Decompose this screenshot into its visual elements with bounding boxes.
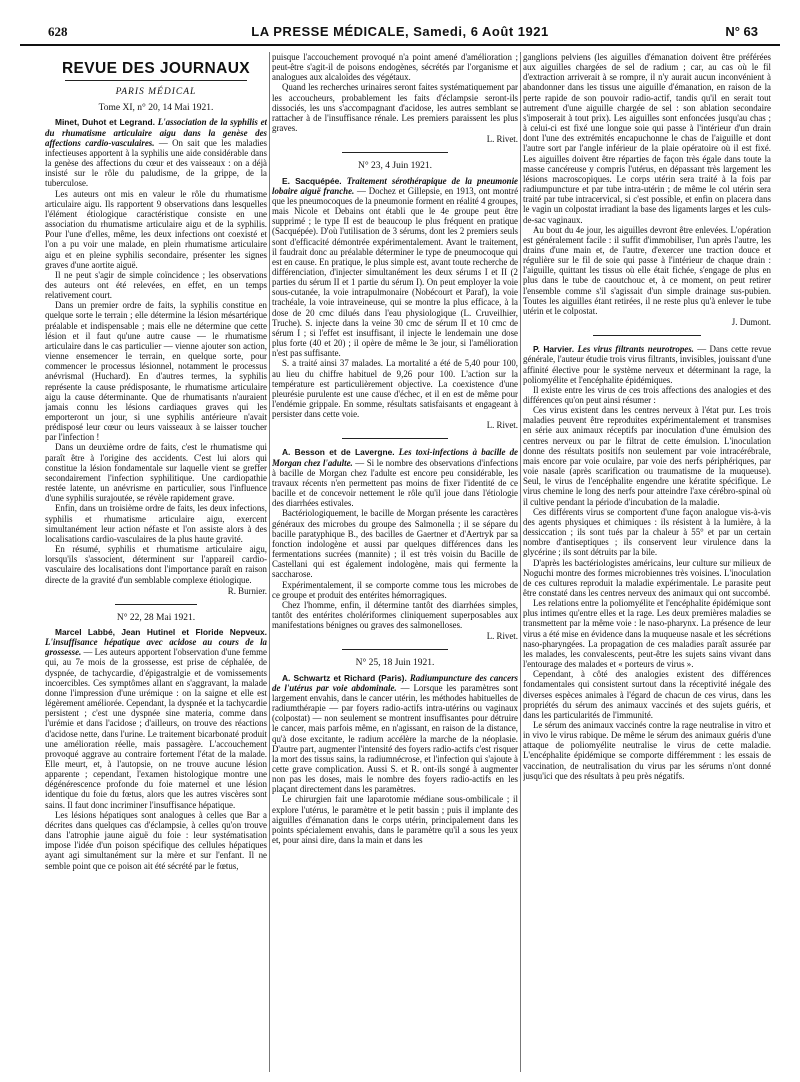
article-paragraph: Minet, Duhot et Legrand. L'association de la syphilis et du rhumatisme articulaire aigu dans la genèse des affections cardio-vasculaires. — On sait que les maladies infectieuses apportent à la syphilis une aide considérable dans la genèse des affections du cœur et des vaisseaux : on a déjà insisté sur le rôle du paludisme, de la grippe, de la tuberculose. (45, 117, 267, 189)
column-2 (272, 52, 518, 1076)
rule (342, 649, 448, 650)
article-signature: R. Burnier. (227, 585, 267, 596)
article-paragraph: En résumé, syphilis et rhumatisme articulaire aigu, lorsqu'ils s'associent, déterminent sur l'appareil cardio-vasculaire des localisations dont l'importance paraît en raison directe de la gravité d'un semblable complexe étiologique. (45, 544, 267, 585)
article-paragraph: S. a traité ainsi 37 malades. La mortalité a été de 5,40 pour 100, au lieu du chiffre habituel de 9,26 pour 100. L'action sur la température est particulièrement objective. La coexistence d'une pleurésie purulente est une cause d'échec, et il en est de même pour l'endémie grippale. En somme, résultats satisfaisants et engageant à persister dans cette voie. (272, 358, 518, 420)
article-paragraph: D'après les bactériologistes américains, leur culture sur milieux de Noguchi montre des formes microbiennes très voisines. L'inoculation de ces cultures reproduit la maladie expérimentale. Le parasite peut être constaté dans les centres nerveux des animaux qui ont succombé. (523, 557, 771, 598)
column-1 (45, 52, 267, 1076)
article-title: Radiumpuncture des cancers de l'utérus par voie abdominale. (272, 672, 518, 693)
article-title: Les toxi-infections à bacille de Morgan chez l'adulte. (272, 447, 518, 468)
article-paragraph: Ces virus existent dans les centres nerveux à l'état pur. Les trois maladies peuvent être reproduites expérimentalement et transmises en série aux animaux réceptifs par inoculation d'une émulsion des centres nerveux ou par le filtrat de cette émulsion. L'inoculation donne des résultats positifs non seulement par voie intracérébrale, mais encore par voie oculaire, par voie des nerfs périphériques, par voie nasale (après scarification ou traumatisme de la muqueuse). Seul, le virus de l'encéphalite engendre une kératite spécifique. Le virus chemine le long des nerfs pour atteindre l'axe cérébro-spinal où il cultive pendant la période d'incubation de la maladie. (523, 405, 771, 507)
issue-number: N° 63 (725, 24, 758, 39)
column-divider (520, 52, 521, 1072)
page-number: 628 (48, 24, 68, 39)
article-paragraph: Le sérum des animaux vaccinés contre la rage neutralise in vitro et in vivo le virus rabique. De même le sérum des animaux guéris d'une attaque de poliomyélite neutralise le virus de cette maladie. L'encéphalite épidémique se comporte différemment : les essais de vaccination, de neutralisation du virus par les sérums n'ont donné jusqu'ici que des résultats à peu près négatifs. (523, 720, 771, 781)
issue-heading: N° 22, 28 Mai 1921. (116, 612, 196, 623)
article-paragraph: Dans un premier ordre de faits, la syphilis constitue en quelque sorte le terrain ; elle détermine la lésion mésartérique préalable et indispensable ; mais elle ne détermine que cette lésion et il faut qu'une autre cause — le rhumatisme articulaire dans le cas particulier — vienne ajouter son action, vienne ensemencer le terrain, en quelque sorte, pour commencer le processus lésionnel, notamment le processus anévrismal (Huchard). En d'autres termes, la syphilis représente la cause prédisposante, le rhumatisme articulaire aigu la cause déterminante. Que de rhumatisants n'auraient jamais connu les lésions cardiaques graves qui les emporteront un jour, si une syphilis antérieure n'avait prédisposé leur cœur ou leurs vaisseaux à se laisser toucher par l'infection ! (45, 300, 267, 443)
article-paragraph: E. Sacquépée. Traitement sérothérapique de la pneumonie lobaire aiguë franche. — Dochez et Gillepsie, en 1913, ont montré que les pneumocoques de la pneumonie forment en réalité 4 groupes, mais Nicole et Debains ont établi que le 4e groupe peut être supprimé ; le type II est de beaucoup le plus fréquent en pratique (Sacquépée). D'où l'utilisation de 3 sérums, dont les 2 premiers seuls sont d'efficacité démontrée expérimentalement. Avant le traitement, il faudrait donc au préalable déterminer le type de pneumocoque qui est en cause. En pratique, le plus simple est, avant toute recherche de différenciation, d'injecter simultanément les deux sérums I et II (2 parties du sérum II et 1 partie du sérum I). On peut employer la voie sous-cutanée, la voie intrapulmonaire (Nobécourt et Paraf), la voie trachéale, la voie intraveineuse, qui se montre la plus efficace, à la dose de 20 cmc dilués dans l'eau physiologique (L. Cruveilhier, Truche). S. injecte dans la veine 30 cmc de sérum II et 10 cmc de sérum I ; si l'effet est insuffisant, il injecte le lendemain une dose plus forte (40 et 20) ; il opère de même le 3e jour, si l'amélioration n'est pas suffisante. (272, 175, 518, 359)
article-paragraph: Les relations entre la poliomyélite et l'encéphalite épidémique sont plus intimes qu'entre elles et la rage. Les deux premières maladies se transmettent par la même voie : le naso-pharynx. La présence de leur virus a été mise en évidence dans la muqueuse nasale et les sécrétions naso-pharyngées. La propagation de ces maladies paraît assurée par les malades, les convalescents, peut-être les sujets sains vivant dans l'entourage des malades et « porteurs de virus ». (523, 598, 771, 670)
article-paragraph: puisque l'accouchement provoqué n'a point amené d'amélioration ; peut-être s'agit-il de poisons endogènes, sécrétés par l'organisme et analogues aux alcaloïdes des végétaux. (272, 52, 518, 83)
article-paragraph: Enfin, dans un troisième ordre de faits, les deux infections, syphilis et rhumatisme articulaire aigu, exercent simultanément leur action néfaste et l'on assiste alors à des localisations cardio-vasculaires de la plus haute gravité. (45, 503, 267, 544)
article-paragraph: Quand les recherches urinaires seront faites systématiquement par les accoucheurs, probablement les faits d'éclampsie seront-ils dissociés, les uns s'accompagnant d'acidose, les autres semblant se rattacher à de l'insuffisance rénale. Les premiers paraissent les plus graves. (272, 82, 518, 134)
article-paragraph: Marcel Labbé, Jean Hutinel et Floride Nepveux. L'insuffisance hépatique avec acidose au cours de la grossesse. — Les auteurs apportent l'observation d'une femme qui, au 7e mois de la grossesse, est prise de céphalée, de dyspnée, de tachycardie, d'épigastralgie et de vomissements incoercibles. Ces symptômes allant en s'aggravant, la malade donne l'impression d'une urémique : on la saigne et elle est légèrement améliorée. Cependant, la dyspnée et la tachycardie persistent ; c'est une dyspnée sine materia, comme dans l'urémie et dans l'acidose ; d'ailleurs, on trouve des réactions d'acidose nette, dans l'urine. Le traitement bicarbonaté produit une amélioration réelle, mais passagère. L'accouchement provoqué aggrave au contraire fortement l'état de la malade. Elle meurt, et, à l'autopsie, on ne trouve aucune lésion apparente ; cependant, l'examen histologique montre une dégénérescence profonde du foie maternel et une lésion identique du foie du fœtus, alors que les autres viscères sont sains. Il faut donc incriminer l'insuffisance hépatique. (45, 626, 267, 810)
article-paragraph: Chez l'homme, enfin, il détermine tantôt des diarrhées simples, tantôt des entérites cholériformes cliniquement superposables aux manifestations bénignes ou graves des salmonelloses. (272, 599, 518, 631)
rule (342, 438, 448, 439)
page-header (20, 22, 780, 46)
rule (65, 80, 247, 81)
rule (593, 335, 701, 336)
issue-heading: N° 25, 18 Juin 1921. (355, 658, 435, 669)
article-authors: P. Harvier. (533, 344, 575, 355)
article-authors: Minet, Duhot et Legrand. (55, 117, 155, 128)
article-authors: A. Besson et de Lavergne. (282, 447, 395, 458)
article-paragraph: ganglions pelviens (les aiguilles d'émanation doivent être préférées aux aiguilles chargées de sel de radium ; car, au cas où le fil d'extraction arriverait à se rompre, il n'y aurait aucun inconvénient à abandonner dans les tissus une aiguille d'émanation, en raison de la perte rapide de son pouvoir radio-actif, tandis qu'il en serait tout autrement d'une aiguille chargée de sel : son ablation secondaire s'imposerait à tout prix). Les aiguilles sont enfoncées jusqu'au chas ; à celui-ci est fixé une longue soie qui passe à l'intérieur d'un drain dont l'une des extrémités encapuchonne le chas de l'aiguille et dont l'autre sort par l'angle inférieur de la plaie opératoire où il est fixé. Les aiguilles doivent être réparties de façon très égale dans toute la masse cancéreuse y compris l'utérus, en dépassant très largement les lésions macroscopiques. Le corps utérin sera traité à la fois par radiumpuncture et par tube intra-utérin ; de même le col utérin sera traité par tube intracervical, si c'est possible, et enfin on placera dans le vagin un colpostat irradiant la base des ligaments larges et les culs-de-sac vaginaux. (523, 52, 771, 225)
rule (342, 152, 448, 153)
article-paragraph: Il existe entre les virus de ces trois affections des analogies et des différences qu'on peut ainsi résumer : (523, 384, 771, 405)
article-paragraph: Les lésions hépatiques sont analogues à celles que Bar a décrites dans quelques cas d'éclampsie, à celles qu'on trouve dans l'atrophie jaune aiguë du foie : leur systématisation impose l'idée d'un poison spécifique des cellules hépatiques ayant agi simultanément sur la mère et sur l'enfant. Il ne semble point que ce poison ait été sécrété par le fœtus, (45, 809, 267, 871)
issue-heading: Tome XI, n° 20, 14 Mai 1921. (98, 103, 214, 114)
article-paragraph: Les auteurs ont mis en valeur le rôle du rhumatisme articulaire aigu. Ils rapportent 9 observations dans lesquelles l'élément étiologique caractéristique consiste en une association du rhumatisme articulaire aigu et de la syphilis. Pour l'une d'elles, même, les deux infections ont coexisté et l'on a pu voir une malade, en plein rhumatisme articulaire aigu et en pleine syphilis secondaire, présenter les signes graves d'une aortite aiguë. (45, 188, 267, 270)
article-paragraph: Au bout du 4e jour, les aiguilles devront être enlevées. L'opération est généralement facile : il suffit d'immobiliser, l'un après l'autre, les drains d'une main et, de l'autre, d'exercer une traction douce et régulière sur le fil de soie qui passe à l'intérieur de chaque drain : l'aiguille, quittant les tissus où elle était fichée, s'engage de plus en plus dans le tube de caoutchouc et, à ce moment, on peut retirer l'ensemble comme s'il s'agissait d'un simple drainage sus-pubien. Toutes les aiguilles étant retirées, il ne reste plus qu'à enlever le tube utérin et le colpostat. (523, 224, 771, 316)
article-paragraph: Il ne peut s'agir de simple coïncidence ; les observations des auteurs ont été relevées, en effet, en un temps relativement court. (45, 269, 267, 301)
section-masthead: REVUE DES JOURNAUX (61, 60, 251, 77)
article-signature: L. Rivet. (486, 631, 518, 642)
article-authors: Marcel Labbé, Jean Hutinel et Floride Nepveux. (55, 626, 267, 637)
issue-heading: N° 23, 4 Juin 1921. (358, 161, 432, 172)
article-title: Les virus filtrants neurotropes. (577, 344, 694, 355)
article-paragraph: Cependant, à côté des analogies existent des différences fondamentales qui consistent surtout dans la réceptivité inégale des diverses espèces animales à l'égard de chacun de ces virus, dans les propriétés du sérum des animaux vaccinés et des sujets guéris, et dans les particularités de l'immunité. (523, 669, 771, 720)
article-paragraph: A. Besson et de Lavergne. Les toxi-infections à bacille de Morgan chez l'adulte. — Si le nombre des observations d'infections à bacille de Morgan chez l'adulte est encore peu considérable, les travaux récents n'en permettent pas moins de fixer l'identité de ce bacille et de concevoir nettement le rôle qu'il joue dans l'étiologie des diarrhées estivales. (272, 447, 518, 509)
article-title: L'association de la syphilis et du rhumatisme articulaire aigu dans la genèse des affections cardio-vasculaires. (45, 117, 267, 148)
article-paragraph: Ces différents virus se comportent d'une façon analogue vis-à-vis des agents physiques et chimiques : ils résistent à la lumière, à la dessiccation ; ils sont tués par la chaleur à 55° et par un certain nombre d'antiseptiques ; ils conservent leur virulence dans la glycérine ; ils sont détruits par la bile. (523, 506, 771, 558)
column-3 (523, 52, 771, 1076)
article-paragraph: Dans un deuxième ordre de faits, c'est le rhumatisme qui paraît être à l'origine des accidents. C'est lui alors qui constitue la lésion fondamentale sur laquelle vient se greffer secondairement l'infection syphilitique. Une cardiopathie restée latente, un anévrisme en particulier, sous l'influence d'une syphilis surajoutée, se révèle rapidement grave. (45, 442, 267, 504)
article-title: L'insuffisance hépatique avec acidose au cours de la grossesse. (45, 637, 267, 658)
article-signature: J. Dumont. (731, 317, 771, 328)
article-paragraph: Le chirurgien fait une laparotomie médiane sous-ombilicale ; il explore l'utérus, le paramètre et le petit bassin ; puis il implante des aiguilles d'émanation dans le corps utérin, principalement dans les points spécialement envahis, dans le paramètre qu'il a sous les yeux et, pour ainsi dire, dans la main et dans les (272, 794, 518, 846)
rule (115, 604, 197, 605)
article-title: Traitement sérothérapique de la pneumonie lobaire aiguë franche. (272, 175, 518, 196)
article-paragraph: A. Schwartz et Richard (Paris). Radiumpuncture des cancers de l'utérus par voie abdominale. — Lorsque les paramètres sont largement envahis, dans le cancer utérin, les méthodes habituelles de radiumthérapie — par foyers radio-actifs intra-utérins ou vaginaux (colpostat) — non seulement se montrent insuffisantes pour détruire le cancer, mais parfois même, en n'agissant, en raison de la distance, qu'à dose excitante, le radium accélère la marche de la néoplasie. D'autre part, augmenter l'intensité des foyers radio-actifs c'est risquer la mort des tissus sains, la radiumnécrose, et l'infection qui s'ajoute à cette grave complication. Aussi S. et R. ont-ils songé à augmenter non pas les doses, mais le nombre des foyers radio-actifs en les plaçant directement dans les paramètres. (272, 672, 518, 795)
article-paragraph: Bactériologiquement, le bacille de Morgan présente les caractères généraux des microbes du groupe des Salmonella ; il se sépare du bacille paratyphique B., des bacilles de Gaertner et d'Aertryk par sa fonction indologène et aussi par quelques différences dans les fermentations sucrées (mannite) ; il est très voisin du Bacille de Castellani qui est également indologène, mais qui fermente la saccharose. (272, 508, 518, 580)
column-divider (269, 52, 270, 1072)
article-paragraph: Expérimentalement, il se comporte comme tous les microbes de ce groupe et produit des entérites hémorragiques. (272, 579, 518, 600)
article-paragraph: P. Harvier. Les virus filtrants neurotropes. — Dans cette revue générale, l'auteur étudie trois virus filtrants, invisibles, jouissant d'une affinité élective pour le système nerveux et déterminant la rage, la poliomyélite et l'encéphalite épidémiques. (523, 344, 771, 385)
article-signature: L. Rivet. (486, 420, 518, 431)
article-authors: E. Sacquépée. (282, 175, 342, 186)
article-signature: L. Rivet. (486, 134, 518, 145)
journal-section-title: PARIS MÉDICAL (115, 87, 197, 98)
article-authors: A. Schwartz et Richard (Paris). (282, 672, 407, 683)
journal-title: LA PRESSE MÉDICALE, Samedi, 6 Août 1921 (251, 24, 549, 39)
